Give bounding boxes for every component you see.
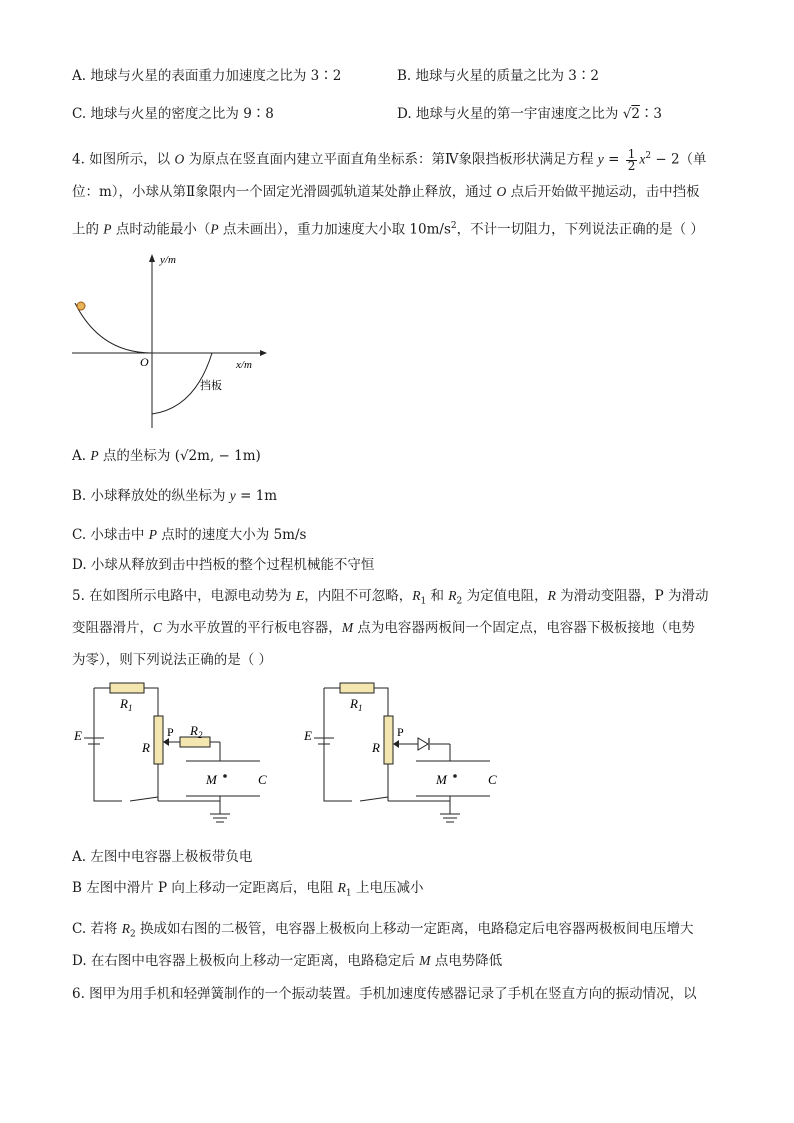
label-r1: $R_1$ [350, 696, 363, 713]
y-axis-arrow [149, 254, 155, 262]
q5-stem-line3: 为零），则下列说法正确的是（ ） [72, 652, 273, 668]
q5-option-b: B 左图中滑片 P 向上移动一定距离后，电阻 $R_1$ 上电压减小 [72, 880, 424, 899]
label-p: P [397, 725, 404, 739]
q4-coordinate-figure [60, 248, 280, 433]
r1-resistor [110, 683, 144, 693]
label-e: E [74, 728, 82, 743]
x-axis-label: x/m [236, 359, 252, 371]
q5-stem-line2: 变阻器滑片，C 为水平放置的平行板电容器，M 点为电容器两板间一个固定点，电容器下极板接地（电势 [72, 620, 695, 636]
q6-stem-line1: 6. 图甲为用手机和轻弹簧制作的一个振动装置。手机加速度传感器记录了手机在竖直方向的振动情况，以 [72, 986, 697, 1002]
board-label: 挡板 [200, 380, 222, 392]
q4-stem-line1: 4. 如图所示，以 O 为原点在竖直面内建立平面直角坐标系：第Ⅳ象限挡板形状满足方程 $y = \frac{1}{2}$ $x^2 - 2$（单 [72, 146, 707, 173]
label-r1: $R_1$ [120, 696, 133, 713]
label-c: C [258, 772, 267, 787]
x-axis-arrow [260, 350, 267, 356]
point-m [453, 774, 457, 778]
label-m: M [206, 772, 217, 787]
diode-icon [418, 738, 428, 750]
q3-option-a: A. 地球与火星的表面重力加速度之比为 3∶2 [72, 68, 342, 84]
r2-resistor [180, 737, 210, 747]
r1-resistor [340, 683, 374, 693]
circular-track [75, 303, 152, 353]
q3-option-b: B. 地球与火星的质量之比为 3∶2 [397, 68, 599, 84]
y-axis-label: y/m [160, 254, 176, 266]
q4-option-b: B. 小球释放处的纵坐标为 y = 1m [72, 488, 278, 504]
slider-arrow [393, 740, 399, 748]
label-e: E [304, 728, 312, 743]
label-r: R [142, 740, 150, 755]
q5-option-a: A. 左图中电容器上极板带负电 [72, 849, 253, 865]
origin-label: O [140, 355, 149, 369]
q5-option-c: C. 若将 $R_2$ 换成如右图的二极管，电容器上极板向上移动一定距离，电路稳定后电容器两极板间电压增大 [72, 921, 694, 940]
q5-left-circuit [70, 676, 280, 836]
q3-option-c: C. 地球与火星的密度之比为 9∶8 [72, 106, 274, 122]
point-m [223, 774, 227, 778]
rheostat [384, 716, 393, 764]
q4-stem-line3: 上的 P 点时动能最小（P 点未画出），重力加速度大小取 $10m/s^2$，不计一切阻力，下列说法正确的是（ ） [72, 221, 704, 238]
label-c: C [488, 772, 497, 787]
q4-option-c: C. 小球击中 P 点时的速度大小为 5m/s [72, 527, 307, 543]
q5-stem-line1: 5. 在如图所示电路中，电源电动势为 E，内阻不可忽略，$R_1$ 和 $R_2$ 为定值电阻，R 为滑动变阻器，P 为滑动 [72, 588, 709, 607]
slider-arrow [163, 738, 169, 746]
q5-option-d: D. 在右图中电容器上极板向上移动一定距离，电路稳定后 M 点电势降低 [72, 953, 503, 969]
q3-option-d: D. 地球与火星的第一宇宙速度之比为 √2∶3 [397, 106, 663, 122]
q5-right-circuit [300, 676, 510, 836]
label-p: P [167, 725, 174, 739]
label-m: M [436, 772, 447, 787]
q4-option-a: A. P 点的坐标为 (√2m, − 1m) [72, 448, 261, 464]
fraction: $\frac{1}{2}$ [627, 146, 636, 173]
q4-stem-line2: 位：m），小球从第Ⅱ象限内一个固定光滑圆弧轨道某处静止释放，通过 O 点后开始做平抛运动，击中挡板 [72, 184, 700, 200]
ball [77, 302, 85, 310]
label-r2: $R_2$ [190, 723, 203, 740]
rheostat [154, 716, 163, 764]
sqrt-symbol: √2 [622, 106, 640, 122]
q4-option-d: D. 小球从释放到击中挡板的整个过程机械能不守恒 [72, 557, 375, 573]
label-r: R [372, 740, 380, 755]
